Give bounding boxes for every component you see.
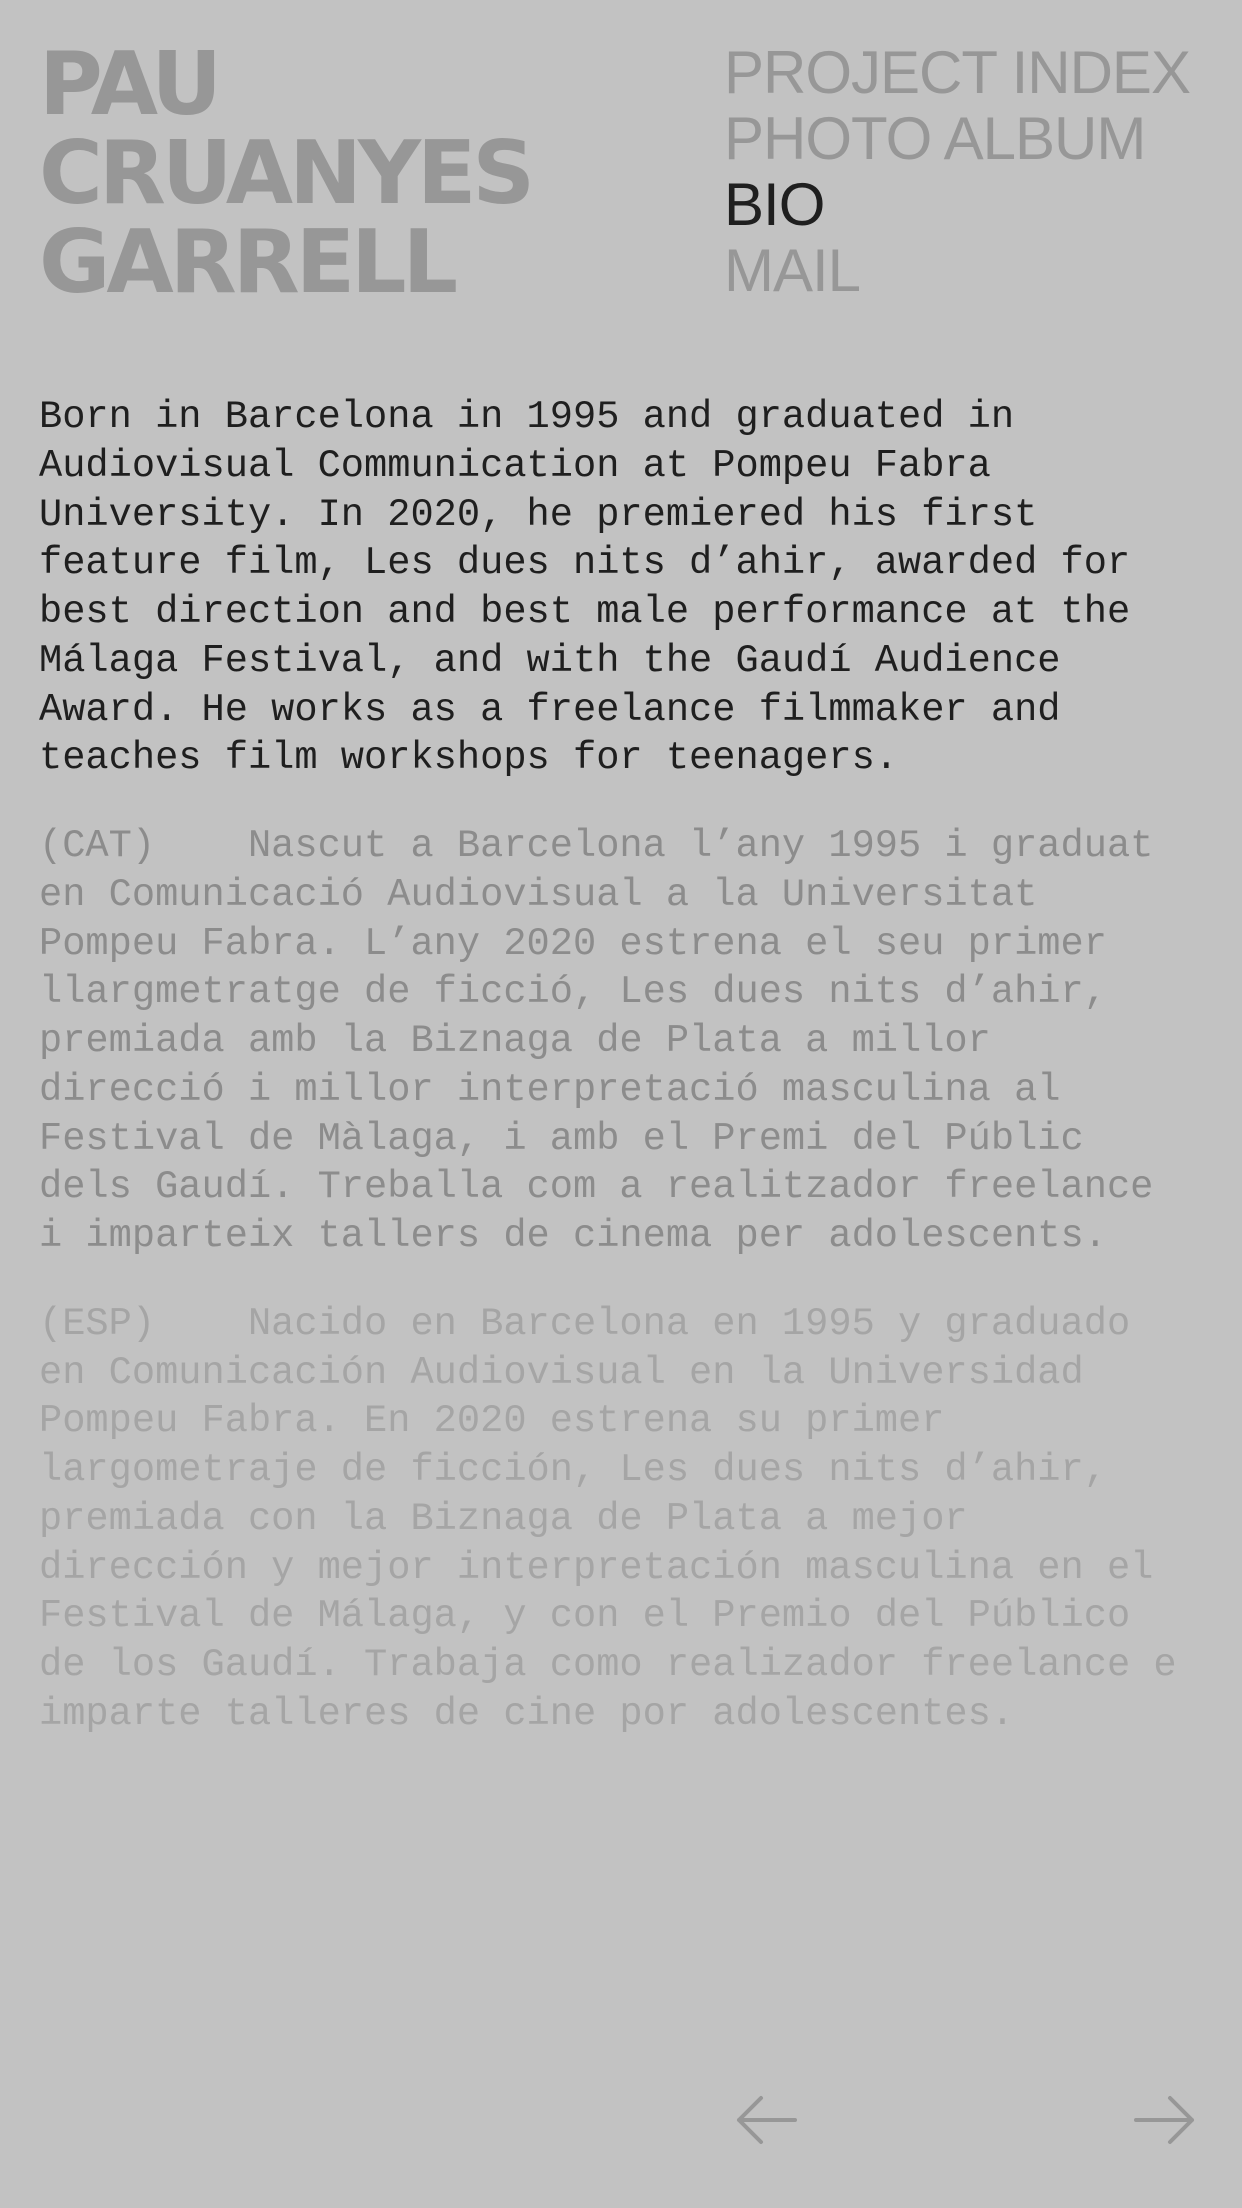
site-title-line: GARRELL xyxy=(39,211,455,313)
nav-item-mail[interactable]: MAIL xyxy=(724,237,861,304)
site-title-line: CRUANYES xyxy=(39,122,532,224)
bio-line: premiada con la Biznaga de Plata a mejor xyxy=(39,1496,968,1541)
arrow-right-icon[interactable] xyxy=(1130,2090,1200,2150)
bio-line: Pompeu Fabra. En 2020 estrena su primer xyxy=(39,1399,945,1444)
nav-item-project-index[interactable]: PROJECT INDEX xyxy=(724,39,1190,106)
bio-line: teaches film workshops for teenagers. xyxy=(39,736,899,781)
nav-item-bio[interactable]: BIO xyxy=(724,171,825,238)
bio-line: direcció i millor interpretació masculina al xyxy=(39,1067,1061,1112)
nav-item-photo-album[interactable]: PHOTO ALBUM xyxy=(724,105,1146,172)
bio-line: Pompeu Fabra. L’any 2020 estrena el seu primer xyxy=(39,921,1107,966)
bio-line: dels Gaudí. Treballa com a realitzador freelance xyxy=(39,1165,1154,1210)
bio-line: dirección y mejor interpretación masculina en el xyxy=(39,1545,1154,1590)
bio-line: Festival de Málaga, y con el Premio del Público xyxy=(39,1594,1131,1639)
main-nav xyxy=(724,40,1190,304)
bio-line: (CAT) Nascut a Barcelona l’any 1995 i graduat xyxy=(39,824,1154,868)
bio-line: imparte talleres de cine por adolescentes. xyxy=(39,1691,1015,1736)
bio-section xyxy=(39,393,1224,1778)
bio-line: llargmetratge de ficció, Les dues nits d’ahir, xyxy=(39,970,1107,1015)
bio-line: University. In 2020, he premiered his first xyxy=(39,492,1038,537)
bio-line: en Comunicació Audiovisual a la Universitat xyxy=(39,872,1038,917)
bio-line: Award. He works as a freelance filmmaker and xyxy=(39,687,1061,732)
bio-line: en Comunicación Audiovisual en la Universidad xyxy=(39,1350,1084,1395)
bio-line: (ESP) Nacido en Barcelona en 1995 y graduado xyxy=(39,1301,1131,1346)
site-title[interactable] xyxy=(39,33,532,313)
bio-line: feature film, Les dues nits d’ahir, awarded for xyxy=(39,541,1131,586)
bio-line: Málaga Festival, and with the Gaudí Audience xyxy=(39,638,1061,683)
bio-line: Festival de Màlaga, i amb el Premi del Públic xyxy=(39,1116,1084,1161)
bio-line: Audiovisual Communication at Pompeu Fabra xyxy=(39,443,991,488)
arrow-left-icon[interactable] xyxy=(731,2090,801,2150)
bio-line: de los Gaudí. Trabaja como realizador freelance e xyxy=(39,1643,1177,1687)
bio-line: largometraje de ficción, Les dues nits d’ahir, xyxy=(39,1448,1107,1492)
bio-catalan xyxy=(39,822,1224,1261)
bio-line: i imparteix tallers de cinema per adolescents. xyxy=(39,1214,1107,1258)
bio-line: premiada amb la Biznaga de Plata a millor xyxy=(39,1019,991,1063)
bio-spanish xyxy=(39,1300,1224,1739)
bio-line: best direction and best male performance at the xyxy=(39,590,1131,634)
bio-english xyxy=(39,393,1224,783)
site-title-line: PAU xyxy=(39,33,219,135)
bio-line: Born in Barcelona in 1995 and graduated in xyxy=(39,395,1015,439)
